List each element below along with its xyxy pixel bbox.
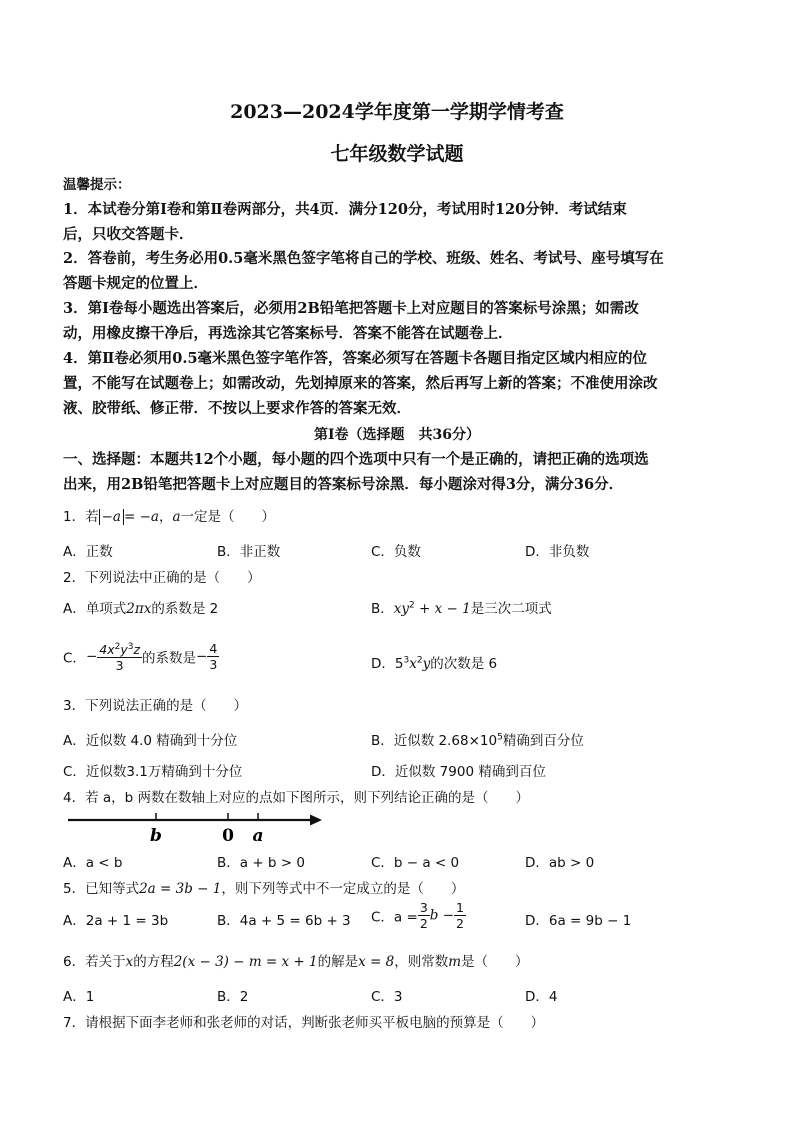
q5-c-fraction1: $\frac{3}{2}$: [419, 900, 428, 931]
q3-option-d: D．近似数 7900 精确到百位: [371, 764, 546, 780]
label-b: b: [150, 826, 162, 846]
section-intro: 出来，用2B铅笔把答题卡上对应题目的答案标号涂黑．每小题涂对得3分，满分36分．: [63, 476, 624, 493]
notice-line: 4．第Ⅱ卷必须用0.5毫米黑色签字笔作答，答案必须写在答题卡各题目指定区域内相应的位: [63, 350, 648, 367]
notice-line: 液、胶带纸、修正带．不按以上要求作答的答案无效．: [63, 400, 411, 417]
q1-stem: 1．若 −a = −a，a一定是（ ）: [63, 509, 275, 525]
exam-subtitle: 七年级数学试题: [330, 143, 464, 165]
q4-option-b: B．a + b > 0: [217, 855, 305, 871]
q6-option-b: B．2: [217, 989, 249, 1005]
q5-option-b: B．4a + 5 = 6b + 3: [217, 913, 351, 929]
q5-c-fraction2: $\frac{1}{2}$: [456, 900, 464, 931]
notice-line: 后，只收交答题卡．: [63, 226, 194, 243]
q1-option-c: C．负数: [371, 544, 421, 560]
q2-option-d: D．$5^3x^2y$的次数是 6: [371, 655, 498, 672]
q5-option-c: C．a = $\frac{3}{2}$ b − $\frac{1}{2}$: [371, 900, 464, 931]
label-zero: 0: [222, 826, 234, 846]
q2-option-b: B．$xy^2 + x - 1$是三次二项式: [371, 600, 552, 617]
arrow-icon: [310, 815, 322, 826]
q4-option-d: D．ab > 0: [525, 855, 595, 871]
q3-option-c: C．近似数3.1万精确到十分位: [63, 764, 243, 780]
q5-stem: 5．已知等式2a = 3b − 1，则下列等式中不一定成立的是（ ）: [63, 881, 465, 897]
q4-option-a: A．a < b: [63, 855, 123, 871]
exam-title: 2023—2024学年度第一学期学情考查: [230, 101, 564, 123]
q1-option-d: D．非负数: [525, 544, 590, 560]
q1-abs-expr: −a: [99, 509, 124, 525]
q2-c-fraction2: $\frac{4}{3}$: [209, 641, 218, 673]
q2-stem: 2．下列说法中正确的是（ ）: [63, 570, 261, 586]
q4-stem: 4．若 a，b 两数在数轴上对应的点如下图所示，则下列结论正确的是（ ）: [63, 790, 530, 806]
notice-line: 动，用橡皮擦干净后，再选涂其它答案标号．答案不能答在试题卷上．: [63, 325, 513, 342]
q5-option-d: D．6a = 9b − 1: [525, 913, 632, 929]
q6-option-c: C．3: [371, 989, 403, 1005]
q1-option-b: B．非正数: [217, 544, 281, 560]
label-a: a: [252, 826, 264, 846]
notice-line: 置，不能写在试题卷上；如需改动，先划掉原来的答案，然后再写上新的答案；不准使用涂改: [63, 375, 658, 392]
q6-option-d: D．4: [525, 989, 558, 1005]
number-line-figure: [60, 808, 330, 848]
section-title: 第Ⅰ卷（选择题 共36分）: [313, 427, 481, 443]
section-intro: 一、选择题：本题共12个小题，每小题的四个选项中只有一个是正确的，请把正确的选项选: [63, 451, 649, 468]
q4-option-c: C．b − a < 0: [371, 855, 460, 871]
q7-stem: 7．请根据下面李老师和张老师的对话，判断张老师买平板电脑的预算是（ ）: [63, 1015, 545, 1031]
notice-line: 答题卡规定的位置上．: [63, 275, 208, 292]
q6-option-a: A．1: [63, 989, 95, 1005]
q3-stem: 3．下列说法正确的是（ ）: [63, 698, 248, 714]
q2-option-a: A．单项式2πx的系数是 2: [63, 601, 219, 617]
notice-line: 1．本试卷分第Ⅰ卷和第Ⅱ卷两部分，共4页．满分120分，考试用时120分钟．考试结束: [63, 201, 627, 218]
q3-option-b: B．近似数 $2.68\times 10^5$精确到百分位: [371, 732, 584, 749]
notice-line: 2．答卷前，考生务必用0.5毫米黑色签字笔将自己的学校、班级、姓名、考试号、座号填写在: [63, 250, 664, 267]
notice-heading: 温馨提示：: [63, 177, 131, 193]
q6-stem: 6．若关于x的方程2(x − 3) − m = x + 1的解是x = 8，则常数m是（ ）: [63, 954, 529, 970]
notice-line: 3．第Ⅰ卷每小题选出答案后，必须用2B铅笔把答题卡上对应题目的答案标号涂黑；如需改: [63, 300, 639, 317]
q1-option-a: A．正数: [63, 544, 113, 560]
q2-c-fraction: $\frac{4x^2y^3z}{3}$: [99, 642, 141, 674]
q2-option-c: C．− $\frac{4x^2y^3z}{3}$ 的系数是− $\frac{4}{3}$: [63, 641, 218, 674]
q5-option-a: A．2a + 1 = 3b: [63, 913, 169, 929]
q3-option-a: A．近似数 4.0 精确到十分位: [63, 733, 238, 749]
